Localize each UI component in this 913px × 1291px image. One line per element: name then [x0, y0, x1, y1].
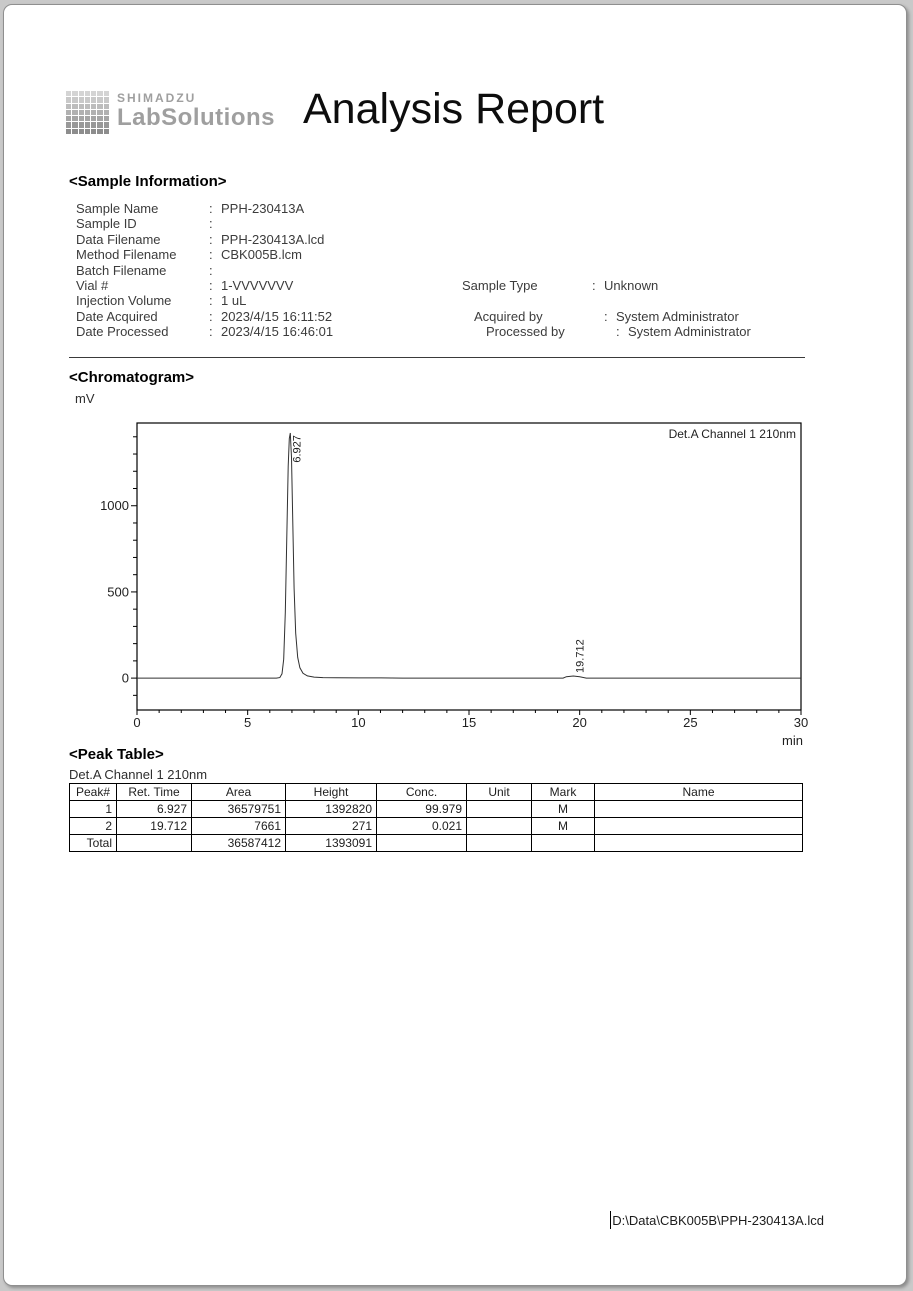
- peak-table-channel-label: Det.A Channel 1 210nm: [69, 767, 208, 782]
- logo-grid-cell: [79, 122, 84, 127]
- sample-info-label: Date Acquired: [76, 308, 158, 324]
- sample-info-label: Acquired by: [474, 309, 543, 324]
- sample-info-label: Sample Name: [76, 201, 159, 216]
- sample-info-row: [76, 216, 333, 231]
- trace-line: [137, 433, 801, 678]
- logo-grid-cell: [85, 122, 90, 127]
- peak-table-row: [70, 818, 803, 835]
- sample-info-value: System Administrator: [628, 324, 751, 339]
- x-axis-unit-label: min: [782, 733, 803, 748]
- logo-grid-cell: [66, 129, 71, 134]
- chromatogram-plot-container: [99, 413, 814, 756]
- peak-retention-label: 6.927: [291, 435, 304, 463]
- footer: [610, 1211, 824, 1229]
- x-tick-label: 0: [133, 715, 141, 730]
- sample-info-value: PPH-230413A: [221, 201, 305, 216]
- peak-table-cell: [595, 801, 803, 818]
- peak-retention-label: 19.712: [574, 639, 587, 673]
- logo-grid-cell: [66, 91, 71, 96]
- x-tick-label: 10: [351, 715, 366, 730]
- logo-grid-cell: [85, 116, 90, 121]
- logo-grid-cell: [97, 104, 102, 109]
- sample-info-colon: :: [209, 231, 213, 247]
- sample-information-left-column: [76, 201, 333, 340]
- peak-table: [69, 783, 803, 852]
- shimadzu-grid-icon: [66, 91, 109, 134]
- logo-grid-cell: [91, 91, 96, 96]
- peak-table-cell: 7661: [192, 818, 286, 835]
- y-tick-label: 500: [107, 584, 129, 600]
- peak-table-cell: 36587412: [192, 835, 286, 852]
- sample-info-value: 1 uL: [221, 293, 247, 309]
- peak-table-cell: 1: [70, 801, 117, 818]
- logo-grid-cell: [72, 129, 77, 134]
- sample-info-label: Vial #: [76, 278, 109, 294]
- sample-info-colon: :: [604, 309, 608, 324]
- logo-grid-cell: [79, 91, 84, 96]
- peak-table-cell: M: [532, 818, 595, 835]
- sample-info-colon: :: [209, 293, 213, 309]
- logo-grid-cell: [66, 116, 71, 121]
- peak-table-cell: 6.927: [117, 801, 192, 818]
- logo-grid-cell: [104, 116, 109, 121]
- peak-table-header-cell: Area: [192, 784, 286, 801]
- logo-grid-cell: [72, 104, 77, 109]
- x-tick-label: 30: [793, 715, 809, 730]
- logo-grid-cell: [104, 104, 109, 109]
- peak-table-header-row: [70, 784, 803, 801]
- logo-grid-cell: [104, 129, 109, 134]
- plot-frame: [137, 423, 801, 710]
- sample-info-label: Data Filename: [76, 231, 161, 247]
- sample-info-value: PPH-230413A.lcd: [221, 231, 325, 247]
- logo-grid-cell: [97, 116, 102, 121]
- sample-info-value: 2023/4/15 16:46:01: [221, 324, 334, 340]
- logo-grid-cell: [66, 104, 71, 109]
- sample-info-label: Injection Volume: [76, 293, 172, 309]
- peak-table-header-cell: Mark: [532, 784, 595, 801]
- logo-grid-cell: [91, 97, 96, 102]
- peak-table-header-cell: Name: [595, 784, 803, 801]
- peak-table-cell: M: [532, 801, 595, 818]
- sample-info-label: Sample ID: [76, 216, 137, 232]
- sample-info-value: 2023/4/15 16:11:52: [221, 308, 333, 324]
- logo-grid-cell: [72, 122, 77, 127]
- peak-table-cell: [117, 835, 192, 852]
- sample-info-colon: :: [616, 324, 620, 339]
- sample-info-value: System Administrator: [616, 309, 739, 324]
- logo-grid-cell: [79, 116, 84, 121]
- x-tick-label: 5: [244, 715, 252, 730]
- data-file-path: D:\Data\CBK005B\PPH-230413A.lcd: [612, 1212, 824, 1228]
- sample-info-row: [76, 278, 333, 293]
- page-title: Analysis Report: [303, 85, 605, 133]
- sample-info-value: 1-VVVVVVV: [221, 278, 294, 294]
- x-tick-label: 20: [572, 715, 587, 730]
- text-cursor-caret: [610, 1211, 611, 1229]
- sample-info-row: [76, 247, 333, 262]
- logo-grid-cell: [91, 116, 96, 121]
- logo-grid-cell: [91, 110, 96, 115]
- logo-grid-cell: [97, 91, 102, 96]
- logo-grid-cell: [79, 129, 84, 134]
- sample-info-label: Date Processed: [76, 324, 169, 340]
- logo-grid-cell: [66, 122, 71, 127]
- peak-table-heading: <Peak Table>: [69, 746, 164, 763]
- peak-table-header-cell: Height: [286, 784, 377, 801]
- peak-table-cell: [595, 818, 803, 835]
- logo-grid-cell: [85, 104, 90, 109]
- logo-grid-cell: [104, 97, 109, 102]
- logo-grid-cell: [91, 129, 96, 134]
- sample-info-label: Sample Type: [462, 278, 538, 293]
- sample-info-value: Unknown: [604, 278, 659, 293]
- peak-table-cell: [532, 835, 595, 852]
- peak-table-cell: 1393091: [286, 835, 377, 852]
- logo-grid-cell: [79, 104, 84, 109]
- logo-grid-cell: [104, 122, 109, 127]
- peak-table-header-cell: Ret. Time: [117, 784, 192, 801]
- sample-info-value: CBK005B.lcm: [221, 247, 302, 263]
- peak-table-cell: Total: [70, 835, 117, 852]
- logo-grid-cell: [85, 129, 90, 134]
- peak-table-cell: 36579751: [192, 801, 286, 818]
- sample-info-label: Processed by: [486, 324, 565, 339]
- logo-grid-cell: [104, 110, 109, 115]
- logo-grid-cell: [72, 116, 77, 121]
- logo-grid-cell: [104, 91, 109, 96]
- x-tick-label: 25: [683, 715, 698, 730]
- sample-info-label: Method Filename: [76, 247, 177, 263]
- logo-grid-cell: [91, 122, 96, 127]
- brand-labsolutions: LabSolutions: [117, 104, 275, 131]
- sample-info-label: Batch Filename: [76, 262, 167, 278]
- sample-information-heading: <Sample Information>: [69, 173, 227, 190]
- sample-info-colon: :: [209, 324, 213, 340]
- logo-grid-cell: [91, 104, 96, 109]
- logo-grid-cell: [72, 97, 77, 102]
- logo-grid-cell: [79, 97, 84, 102]
- sample-info-row: [76, 201, 333, 216]
- brand-shimadzu: SHIMADZU: [117, 91, 197, 105]
- peak-table-cell: 19.712: [117, 818, 192, 835]
- peak-table-header-cell: Conc.: [377, 784, 467, 801]
- peak-table-cell: [467, 801, 532, 818]
- sample-info-colon: :: [209, 308, 213, 324]
- logo-grid-cell: [97, 97, 102, 102]
- sample-info-colon: :: [209, 278, 213, 294]
- logo-grid-cell: [79, 110, 84, 115]
- peak-table-header-cell: Peak#: [70, 784, 117, 801]
- logo-grid-cell: [66, 110, 71, 115]
- peak-table-cell: [467, 818, 532, 835]
- brand-text: [117, 91, 275, 131]
- sample-info-row: [76, 324, 333, 339]
- sample-info-row: [76, 263, 333, 278]
- logo-grid-cell: [85, 97, 90, 102]
- peak-table-cell: [595, 835, 803, 852]
- sample-info-colon: :: [209, 247, 213, 263]
- logo-grid-cell: [97, 110, 102, 115]
- x-tick-label: 15: [461, 715, 477, 730]
- sample-info-row: [76, 232, 333, 247]
- logo-grid-cell: [85, 110, 90, 115]
- legend-label: Det.A Channel 1 210nm: [668, 427, 796, 441]
- peak-table-header-cell: Unit: [467, 784, 532, 801]
- peak-table-row: [70, 801, 803, 818]
- shimadzu-labsolutions-logo: [66, 91, 275, 134]
- sample-info-row: [76, 309, 333, 324]
- logo-grid-cell: [72, 110, 77, 115]
- peak-table-cell: 99.979: [377, 801, 467, 818]
- chromatogram-heading: <Chromatogram>: [69, 369, 195, 386]
- logo-grid-cell: [97, 129, 102, 134]
- peak-table-cell: 271: [286, 818, 377, 835]
- logo-grid-cell: [66, 97, 71, 102]
- sample-info-row: [76, 293, 333, 308]
- sample-info-row: [462, 278, 658, 293]
- chromatogram-plot: [99, 413, 814, 751]
- y-axis-unit-label: mV: [75, 391, 95, 406]
- sample-info-colon: :: [209, 262, 213, 278]
- y-tick-label: 0: [121, 670, 129, 686]
- report-page: [3, 4, 907, 1286]
- logo-grid-cell: [85, 91, 90, 96]
- section-divider-line: [69, 357, 805, 358]
- sample-info-row: [486, 324, 751, 339]
- y-tick-label: 1000: [100, 498, 129, 514]
- sample-info-row: [474, 309, 739, 324]
- sample-info-colon: :: [209, 201, 213, 216]
- peak-table-cell: 2: [70, 818, 117, 835]
- peak-table-row: [70, 835, 803, 852]
- logo-grid-cell: [97, 122, 102, 127]
- peak-table-cell: [377, 835, 467, 852]
- logo-grid-cell: [72, 91, 77, 96]
- sample-info-colon: :: [592, 278, 596, 293]
- sample-info-colon: :: [209, 216, 213, 232]
- peak-table-cell: 0.021: [377, 818, 467, 835]
- peak-table-cell: 1392820: [286, 801, 377, 818]
- peak-table-cell: [467, 835, 532, 852]
